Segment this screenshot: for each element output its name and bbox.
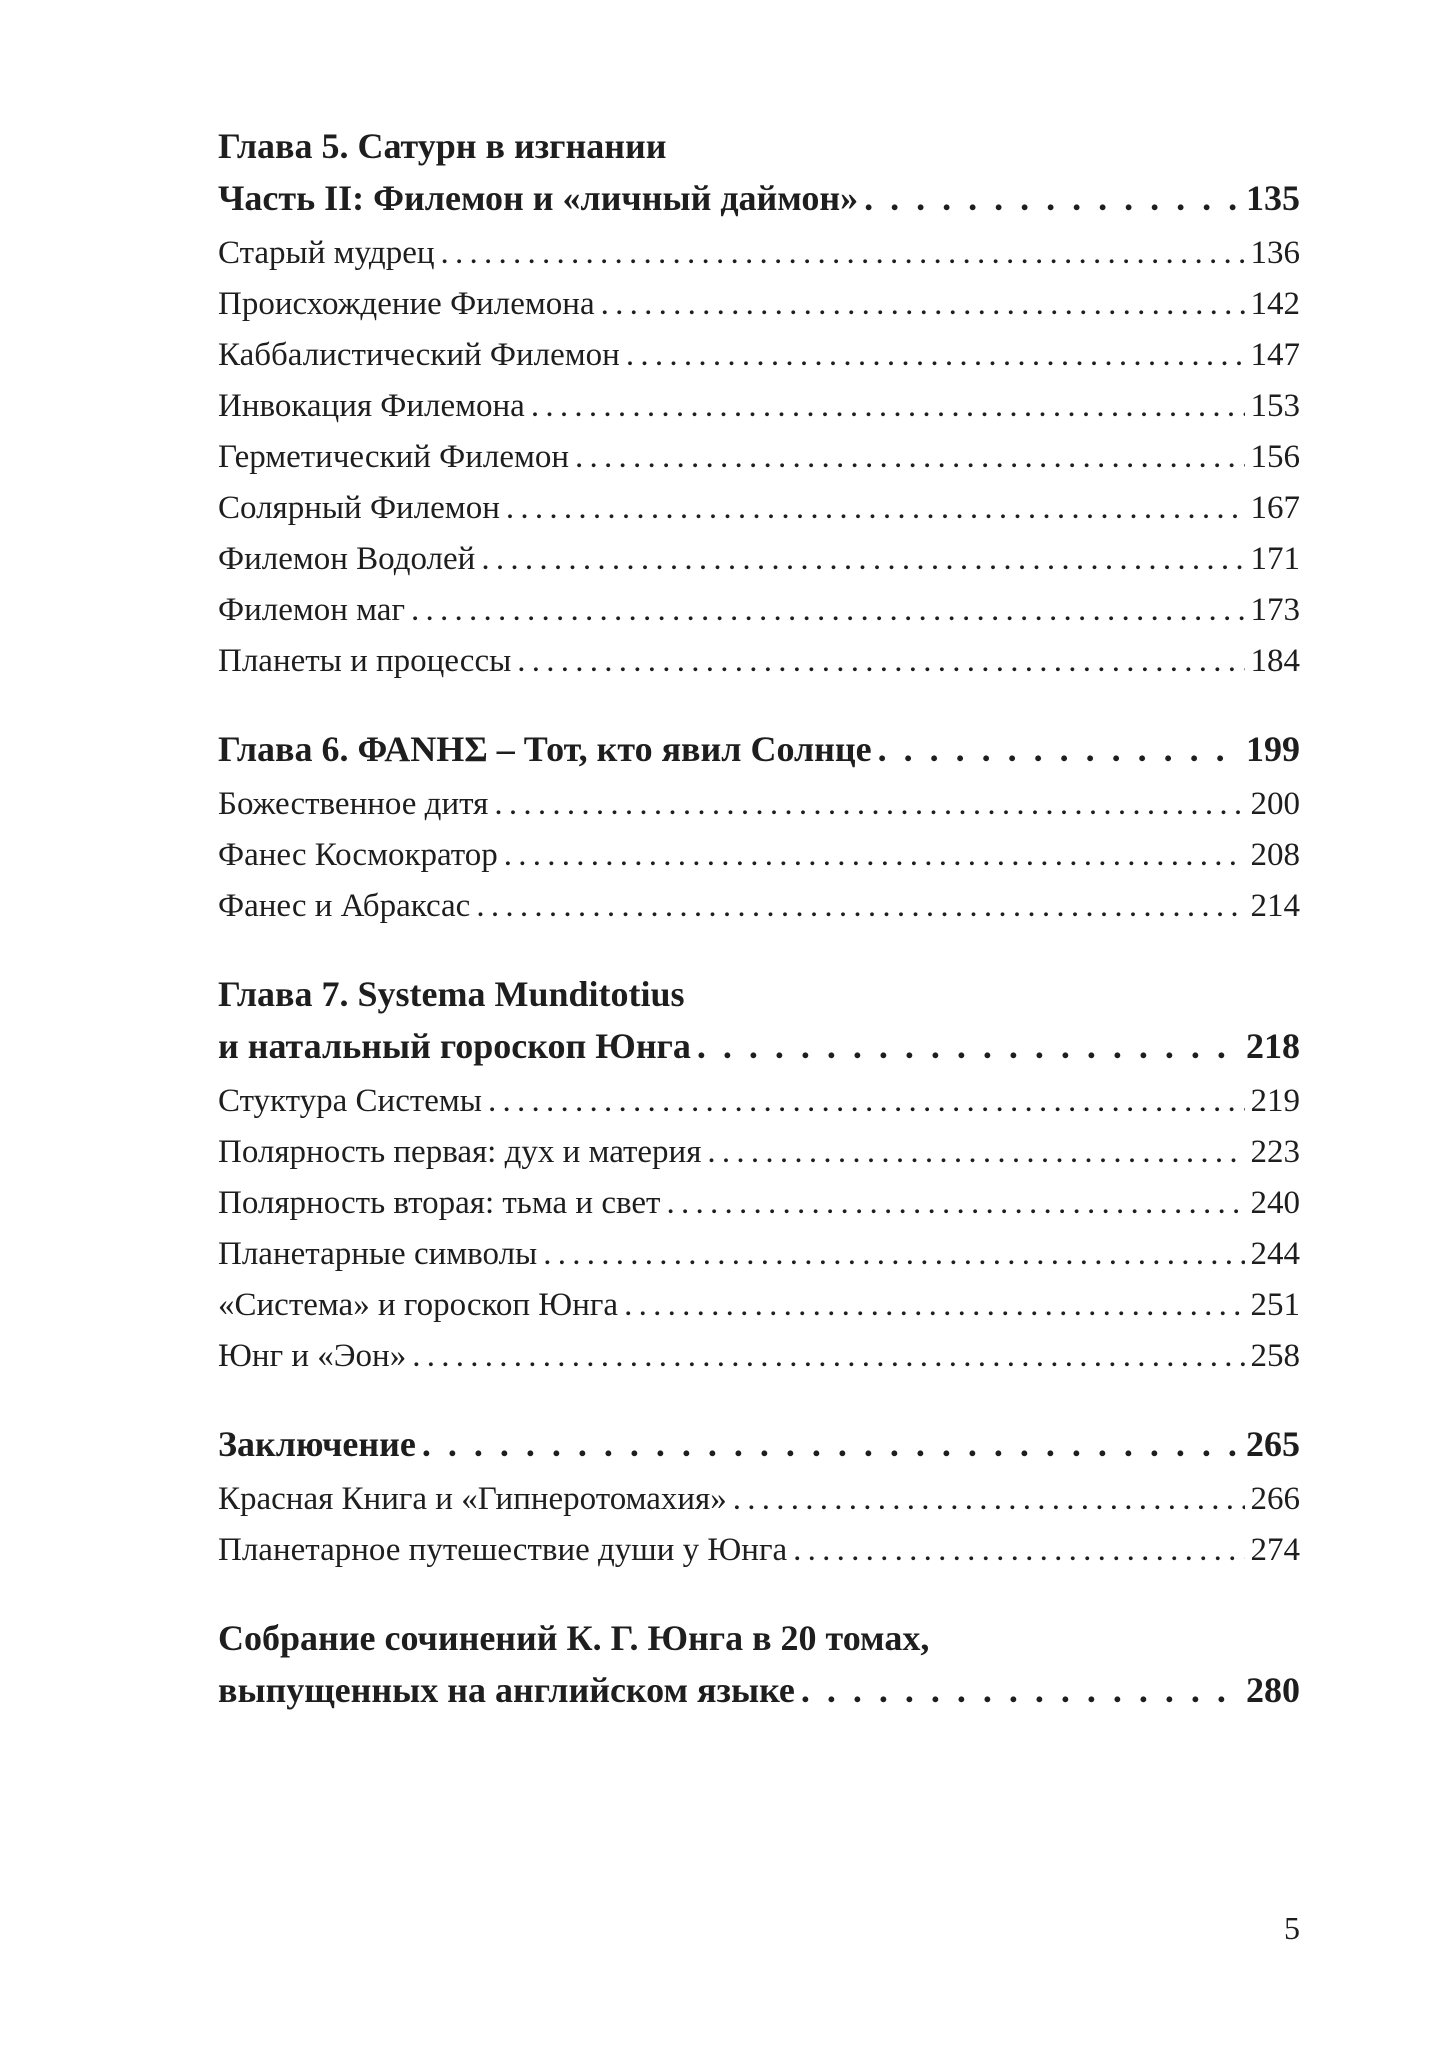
entry-page: 184 xyxy=(1250,643,1300,679)
chapter-heading-line: Глава 7. Systema Munditotius xyxy=(218,974,685,1014)
dot-leader xyxy=(793,1525,1244,1576)
entry-title: Планетарные символы xyxy=(218,1236,538,1272)
toc-entry[interactable] xyxy=(218,1127,1300,1178)
toc-chapter xyxy=(218,968,1300,1382)
entry-title: Полярность первая: дух и материя xyxy=(218,1134,702,1170)
toc-entry[interactable] xyxy=(218,779,1300,830)
dot-leader xyxy=(506,483,1245,534)
toc-entry[interactable] xyxy=(218,881,1300,932)
toc-entry[interactable] xyxy=(218,381,1300,432)
chapter-heading[interactable] xyxy=(218,172,1300,224)
toc-entry[interactable] xyxy=(218,483,1300,534)
entry-page: 147 xyxy=(1250,337,1300,373)
entry-page: 156 xyxy=(1250,439,1300,475)
entry-title: «Система» и гороскоп Юнга xyxy=(218,1287,619,1323)
toc-entry[interactable] xyxy=(218,1076,1300,1127)
entry-page: 136 xyxy=(1250,235,1300,271)
table-of-contents xyxy=(218,120,1300,1752)
chapter-heading[interactable] xyxy=(218,723,1300,775)
toc-entry[interactable] xyxy=(218,279,1300,330)
dot-leader xyxy=(517,636,1244,687)
entry-title: Герметический Филемон xyxy=(218,439,570,475)
toc-entry[interactable] xyxy=(218,1280,1300,1331)
entry-page: 214 xyxy=(1250,888,1300,924)
dot-leader xyxy=(601,279,1245,330)
entry-title: Происхождение Филемона xyxy=(218,286,595,322)
chapter-page: 280 xyxy=(1246,1670,1300,1710)
chapter-title: выпущенных на английском языке xyxy=(218,1670,795,1710)
chapter-page: 218 xyxy=(1246,1026,1300,1066)
toc-entry[interactable] xyxy=(218,1178,1300,1229)
entry-page: 223 xyxy=(1250,1134,1300,1170)
chapter-heading-line: Глава 5. Сатурн в изгнании xyxy=(218,126,667,166)
dot-leader xyxy=(412,1331,1244,1382)
dot-leader xyxy=(666,1178,1244,1229)
entry-page: 153 xyxy=(1250,388,1300,424)
entry-title: Планетарное путешествие души у Юнга xyxy=(218,1532,788,1568)
toc-entry[interactable] xyxy=(218,1474,1300,1525)
toc-chapter xyxy=(218,1418,1300,1576)
toc-chapter xyxy=(218,723,1300,932)
chapter-title: Глава 6. ΦΑΝΗΣ – Тот, кто явил Солнце xyxy=(218,729,872,769)
entry-title: Фанес Космократор xyxy=(218,837,498,873)
entry-title: Солярный Филемон xyxy=(218,490,500,526)
entry-title: Филемон маг xyxy=(218,592,405,628)
dot-leader xyxy=(624,1280,1244,1331)
entry-title: Инвокация Филемона xyxy=(218,388,525,424)
entry-title: Старый мудрец xyxy=(218,235,435,271)
entry-title: Каббалистический Филемон xyxy=(218,337,620,373)
toc-chapter xyxy=(218,1612,1300,1716)
dot-leader xyxy=(697,1020,1240,1072)
page-number: 5 xyxy=(1284,1910,1300,1946)
dot-leader xyxy=(626,330,1245,381)
chapter-heading[interactable] xyxy=(218,1664,1300,1716)
toc-entry[interactable] xyxy=(218,432,1300,483)
dot-leader xyxy=(543,1229,1244,1280)
entry-page: 208 xyxy=(1250,837,1300,873)
dot-leader xyxy=(441,228,1245,279)
dot-leader xyxy=(476,881,1244,932)
entry-page: 219 xyxy=(1250,1083,1300,1119)
dot-leader xyxy=(707,1127,1244,1178)
dot-leader xyxy=(864,172,1240,224)
dot-leader xyxy=(411,585,1245,636)
dot-leader xyxy=(878,723,1240,775)
chapter-heading-line: Собрание сочинений К. Г. Юнга в 20 томах, xyxy=(218,1618,930,1658)
toc-chapter xyxy=(218,120,1300,687)
chapter-heading[interactable] xyxy=(218,1418,1300,1470)
dot-leader xyxy=(733,1474,1245,1525)
toc-entry[interactable] xyxy=(218,534,1300,585)
entry-title: Красная Книга и «Гипнеротомахия» xyxy=(218,1481,727,1517)
entry-title: Божественное дитя xyxy=(218,786,489,822)
entry-page: 142 xyxy=(1250,286,1300,322)
dot-leader xyxy=(494,779,1244,830)
entry-title: Планеты и процессы xyxy=(218,643,512,679)
toc-entry[interactable] xyxy=(218,1229,1300,1280)
entry-page: 251 xyxy=(1250,1287,1300,1323)
entry-title: Филемон Водолей xyxy=(218,541,476,577)
entry-page: 171 xyxy=(1250,541,1300,577)
chapter-title: Заключение xyxy=(218,1424,416,1464)
entry-page: 258 xyxy=(1250,1338,1300,1374)
entry-page: 167 xyxy=(1250,490,1300,526)
entry-title: Фанес и Абраксас xyxy=(218,888,471,924)
toc-entry[interactable] xyxy=(218,1331,1300,1382)
dot-leader xyxy=(504,830,1245,881)
entry-page: 200 xyxy=(1250,786,1300,822)
dot-leader xyxy=(575,432,1244,483)
entry-page: 274 xyxy=(1250,1532,1300,1568)
chapter-title: и натальный гороскоп Юнга xyxy=(218,1026,691,1066)
entry-page: 240 xyxy=(1250,1185,1300,1221)
entry-page: 244 xyxy=(1250,1236,1300,1272)
dot-leader xyxy=(488,1076,1245,1127)
dot-leader xyxy=(531,381,1245,432)
entry-title: Стуктура Системы xyxy=(218,1083,482,1119)
chapter-title: Часть II: Филемон и «личный даймон» xyxy=(218,178,859,218)
toc-entry[interactable] xyxy=(218,1525,1300,1576)
entry-title: Юнг и «Эон» xyxy=(218,1338,407,1374)
entry-title: Полярность вторая: тьма и свет xyxy=(218,1185,661,1221)
toc-entry[interactable] xyxy=(218,830,1300,881)
toc-entry[interactable] xyxy=(218,330,1300,381)
dot-leader xyxy=(801,1664,1240,1716)
toc-entry[interactable] xyxy=(218,636,1300,687)
chapter-page: 135 xyxy=(1246,178,1300,218)
entry-page: 266 xyxy=(1250,1481,1300,1517)
dot-leader xyxy=(422,1418,1240,1470)
chapter-page: 265 xyxy=(1246,1424,1300,1464)
chapter-page: 199 xyxy=(1246,729,1300,769)
chapter-heading[interactable] xyxy=(218,1020,1300,1072)
toc-entry[interactable] xyxy=(218,228,1300,279)
dot-leader xyxy=(481,534,1244,585)
entry-page: 173 xyxy=(1250,592,1300,628)
toc-entry[interactable] xyxy=(218,585,1300,636)
